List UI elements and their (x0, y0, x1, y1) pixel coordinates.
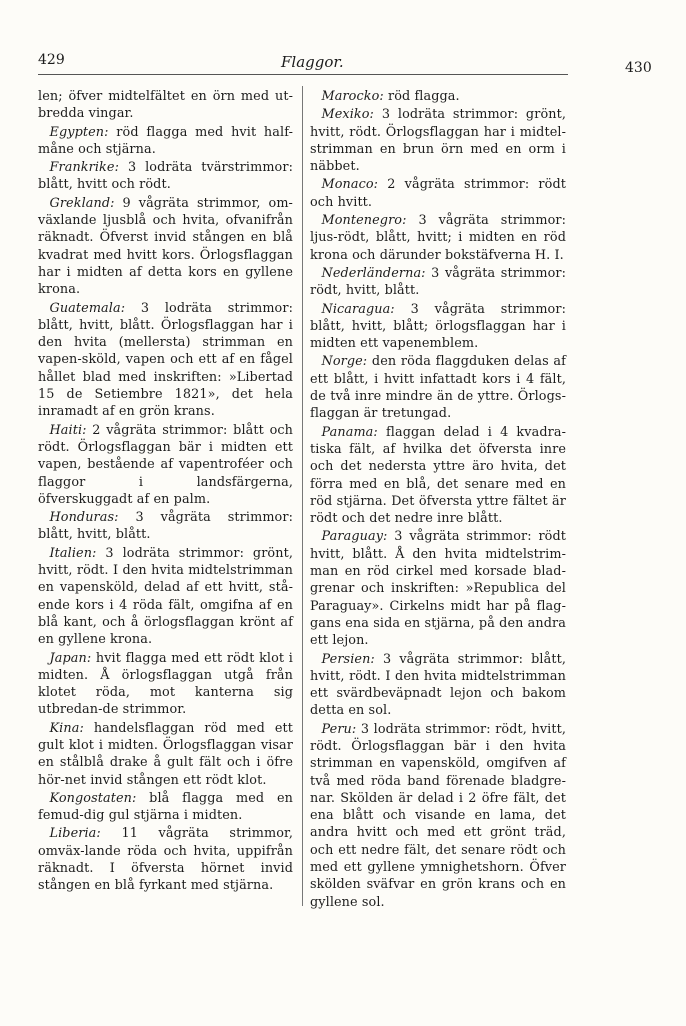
country-name: Panama: (321, 424, 378, 440)
country-name: Grekland: (49, 195, 115, 211)
flag-entry (38, 790, 293, 825)
flag-description: 3 vågräta strimmor: rödt hvitt, blått. Å den hvita midtelstrim-man en röd cirkel med korsade blad-grenar och inskriften: »Republica del Paraguay». Cirkelns midt har på flag-gans ena sida en stjärna, på den andra ett lejon. (310, 529, 567, 649)
flag-description: flaggan delad i 4 kvadra-tiska fält, af hvilka det öfversta inre och det nedersta yttre äro hvita, det förra med en blå, det senare med en röd stjärna. Det öfversta yttre fältet är rödt och det nedre inre blått. (310, 424, 567, 527)
country-name: Haiti: (49, 422, 87, 438)
flag-entry (310, 651, 566, 720)
flag-description: 2 vågräta strimmor: rödt och hvitt. (310, 177, 566, 210)
running-title: Flaggor. (281, 53, 344, 71)
header-rule (38, 74, 568, 75)
country-name: Montenegro: (321, 213, 407, 229)
flag-entry (38, 720, 293, 789)
flag-entry (38, 124, 293, 159)
country-name: Liberia: (49, 826, 101, 842)
flag-description: 3 lodräta strimmor: rödt, hvitt, rödt. Örlogsflaggan bär i den hvita strimman en vapensköld, omgifven af två med röda band förenade bladgre-nar. Skölden är delad i 2 öfre fält, det ena blått och visande en lama, det andra hvitt och med ett grönt träd, och ett nedre fält, det senare rödt och med ett gyllene ymnighetshorn. Öfver skölden sväfvar en grön krans och en gyllene sol. (310, 721, 566, 910)
country-name: Japan: (49, 650, 92, 666)
country-name: Marocko: (321, 89, 384, 104)
flag-entry (310, 176, 566, 211)
flag-entry (38, 509, 293, 544)
flag-description: blå flagga med en femud-dig gul stjärna i midten. (38, 790, 293, 824)
flag-entry (310, 106, 566, 175)
flag-description: röd flagga med hvit half-måne och stjärna. (38, 124, 294, 157)
country-name: Persien: (321, 651, 375, 667)
country-name: Nicaragua: (321, 301, 395, 317)
country-name: Frankrike: (49, 160, 119, 176)
flag-description: 3 lodräta tvärstrimmor: blått, hvitt och rödt. (38, 160, 293, 193)
flag-entry (310, 88, 566, 105)
flag-entry (310, 353, 566, 422)
flag-description: 3 lodräta strimmor: grönt, hvitt, rödt. I den hvita midtelstrimman en vapensköld, delad af ett hvitt, stå-ende kors i 4 röda fält, omgifna af en blå kant, och å örlogsflaggan krönt af en gyllene krona. (38, 545, 293, 648)
flag-description: 2 vågräta strimmor: blått och rödt. Örlogsflaggan bär i midten ett vapen, bestående af vapentroféer och flaggor i landsfärgerna, öfverskuggadt af en palm. (38, 422, 293, 507)
flag-description: 3 lodräta strimmor: blått, hvitt, blått. Örlogsflaggan har i den hvita (mellersta) strimman en vapen-sköld, vapen och ett af en fågel hållet blad med inskriften: »Libertad 15 de Setiembre 1821», det hela inramadt af en grön krans. (38, 300, 293, 420)
flag-description: 9 vågräta strimmor, om-växlande ljusblå och hvita, ofvanifrån räknadt. Öfverst invid stången en blå kvadrat med hvitt kors. Örlogsflaggan har i midten af detta kors en gyllene krona. (38, 195, 293, 298)
flag-description: 3 lodräta strimmor: grönt, hvitt, rödt. Örlogsflaggan har i midtel-strimman en brun örn med en orm i näbbet. (310, 107, 566, 175)
flag-description: 3 vågräta strimmor: ljus-rödt, blått, hvitt; i midten en röd krona och därunder bokstäfverna H. I. (310, 213, 567, 263)
country-name: Guatemala: (49, 300, 126, 316)
flag-description: 3 vågräta strimmor: rödt, hvitt, blått. (310, 265, 567, 299)
flag-entry (38, 159, 293, 194)
flag-entry (38, 195, 293, 299)
country-name: Kongostaten: (49, 790, 137, 806)
country-name: Norge: (321, 354, 368, 370)
flag-entry (310, 265, 566, 300)
country-name: Mexiko: (321, 107, 374, 123)
flag-entry (310, 424, 566, 528)
flag-entry: len; öfver midtelfältet en örn med ut-bredda vingar. (38, 89, 293, 122)
right-column (310, 88, 566, 912)
country-name: Honduras: (49, 510, 119, 526)
country-name: Egypten: (49, 124, 109, 140)
flag-entry (38, 300, 293, 421)
flag-entry (38, 650, 293, 719)
country-name: Peru: (321, 721, 357, 737)
flag-entry (38, 422, 293, 508)
flag-description: den röda flaggduken delas af ett blått, i hvitt infattadt kors i 4 fält, de två inre mindre än de yttre. Örlogs-flaggan är tretungad. (310, 354, 566, 422)
flag-description: röd flagga. (387, 89, 460, 104)
flag-entry (38, 825, 293, 894)
flag-description: 3 vågräta strimmor: blått, hvitt, blått. (38, 510, 293, 543)
left-column (38, 88, 293, 896)
flag-entry (310, 528, 566, 649)
country-name: Kina: (49, 720, 84, 736)
flag-entry (38, 545, 293, 649)
column-divider (302, 86, 303, 906)
flag-entry (310, 212, 566, 264)
country-name: Monaco: (321, 177, 379, 193)
country-name: Nederländerna: (321, 265, 426, 281)
country-name: Paraguay: (321, 529, 388, 545)
flag-description: 11 vågräta strimmor, omväx-lande röda och hvita, uppifrån räknadt. I öfversta hörnet invid stången en blå fyrkant med stjärna. (38, 826, 293, 894)
page-number-right: 430 (625, 60, 652, 76)
page-number-left: 429 (38, 52, 65, 68)
country-name: Italien: (49, 545, 97, 561)
flag-description: 3 vågräta strimmor: blått, hvitt, rödt. I den hvita midtelstrimman ett svärdbeväpnadt lejon och bakom detta en sol. (310, 651, 566, 719)
flag-entry (310, 721, 566, 911)
flag-description: hvit flagga med ett rödt klot i midten. Å örlogsflaggan utgå från klotet röda, mot kanterna sig utbredan-de strimmor. (38, 650, 293, 718)
flag-description: 3 vågräta strimmor: blått, hvitt, blått; örlogsflaggan har i midten ett vapenemblem. (310, 301, 566, 352)
flag-entry (310, 301, 566, 353)
flag-description: handelsflaggan röd med ett gult klot i midten. Örlogsflaggan visar en stålblå drake å gult fält och i öfre hör-net invid stången ett rödt klot. (38, 720, 293, 788)
